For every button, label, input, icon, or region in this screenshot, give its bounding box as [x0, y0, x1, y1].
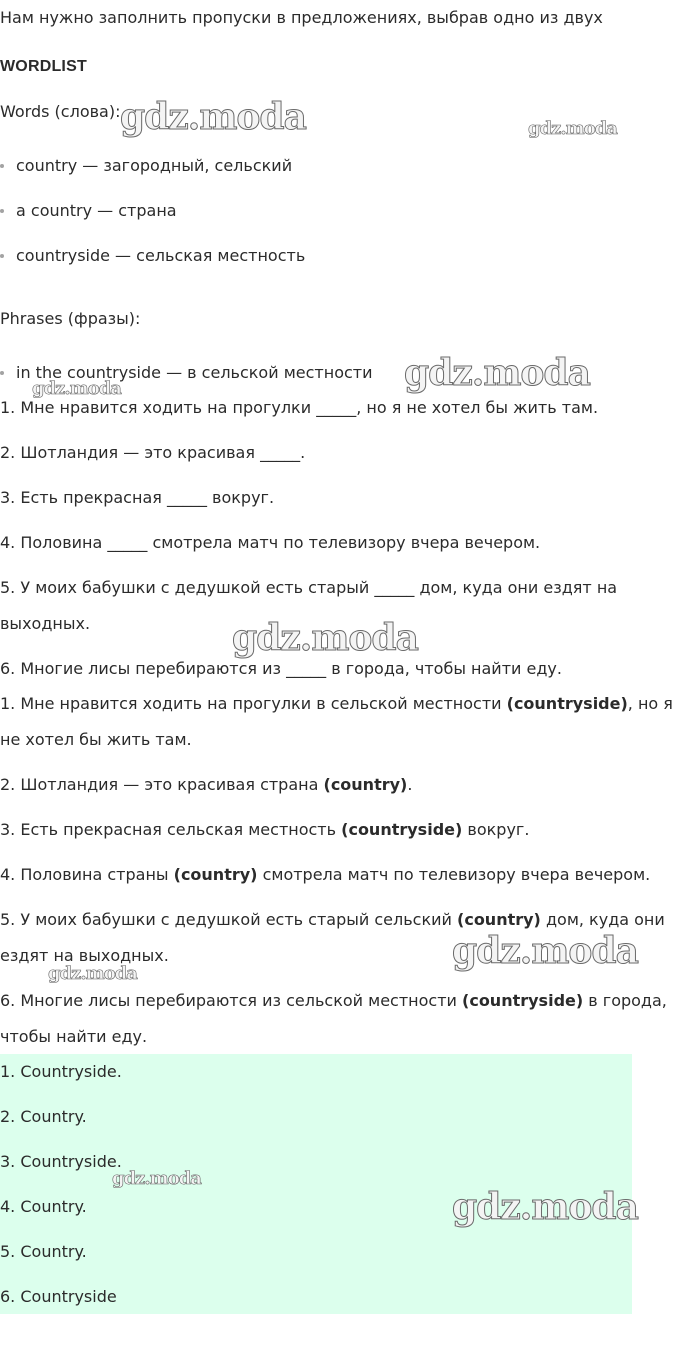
watermark-logo: gdz.moda [48, 963, 137, 984]
exercise-sentence-2: 2. Шотландия — это красивая _____. [0, 443, 306, 462]
answer-item: 2. Country. [0, 1107, 87, 1126]
watermark-logo: gdz.moda [120, 96, 306, 138]
list-item: country — загородный, сельский [16, 154, 292, 178]
list-item: a country — страна [16, 199, 177, 223]
phrases-title: Phrases (фразы): [0, 309, 141, 328]
answers-box [0, 1054, 632, 1314]
answer-item: 1. Countryside. [0, 1062, 122, 1081]
solution-answer: (country) [173, 865, 258, 884]
answer-item: 5. Country. [0, 1242, 87, 1261]
watermark-logo: gdz.moda [452, 1186, 638, 1228]
list-item: in the countryside — в сельской местности [16, 361, 373, 385]
solution-sentence-5: 5. У моих бабушки с дедушкой есть старый сельский (country) дом, куда они ездят на выходных. [0, 910, 665, 965]
solution-answer: (country) [323, 775, 408, 794]
solution-sentence-6: 6. Многие лисы перебираются из сельской местности (countryside) в города, чтобы найти еду. [0, 991, 667, 1046]
watermark-logo: gdz.moda [404, 352, 590, 394]
watermark-logo: gdz.moda [32, 378, 121, 399]
watermark-logo: gdz.moda [232, 617, 418, 659]
exercise-sentence-1: 1. Мне нравится ходить на прогулки _____, но я не хотел бы жить там. [0, 398, 599, 417]
answer-item: 4. Country. [0, 1197, 87, 1216]
exercise-sentence-4: 4. Половина _____ смотрела матч по телевизору вчера вечером. [0, 533, 541, 552]
solution-sentence-4: 4. Половина страны (country) смотрела матч по телевизору вчера вечером. [0, 865, 651, 884]
exercise-sentence-6: 6. Многие лисы перебираются из _____ в города, чтобы найти еду. [0, 659, 562, 678]
wordlist-heading: WORDLIST [0, 58, 87, 75]
list-item: countryside — сельская местность [16, 244, 305, 268]
answer-item: 6. Countryside [0, 1287, 117, 1306]
solution-answer: (countryside) [462, 991, 584, 1010]
answer-item: 3. Countryside. [0, 1152, 122, 1171]
intro-text: Нам нужно заполнить пропуски в предложениях, выбрав одно из двух [0, 8, 603, 27]
solution-answer: (countryside) [341, 820, 463, 839]
solution-sentence-3: 3. Есть прекрасная сельская местность (countryside) вокруг. [0, 820, 530, 839]
solution-sentence-1: 1. Мне нравится ходить на прогулки в сельской местности (countryside), но я не хотел бы жить там. [0, 694, 673, 749]
watermark-logo: gdz.moda [112, 1168, 201, 1189]
solution-answer: (countryside) [506, 694, 628, 713]
solution-answer: (country) [457, 910, 541, 929]
solution-sentence-2: 2. Шотландия — это красивая страна (country). [0, 775, 413, 794]
exercise-sentence-3: 3. Есть прекрасная _____ вокруг. [0, 488, 275, 507]
watermark-logo: gdz.moda [452, 930, 638, 972]
words-title: Words (слова): [0, 102, 121, 121]
exercise-sentence-5: 5. У моих бабушки с дедушкой есть старый _____ дом, куда они ездят на выходных. [0, 578, 618, 633]
watermark-logo: gdz.moda [528, 118, 617, 139]
